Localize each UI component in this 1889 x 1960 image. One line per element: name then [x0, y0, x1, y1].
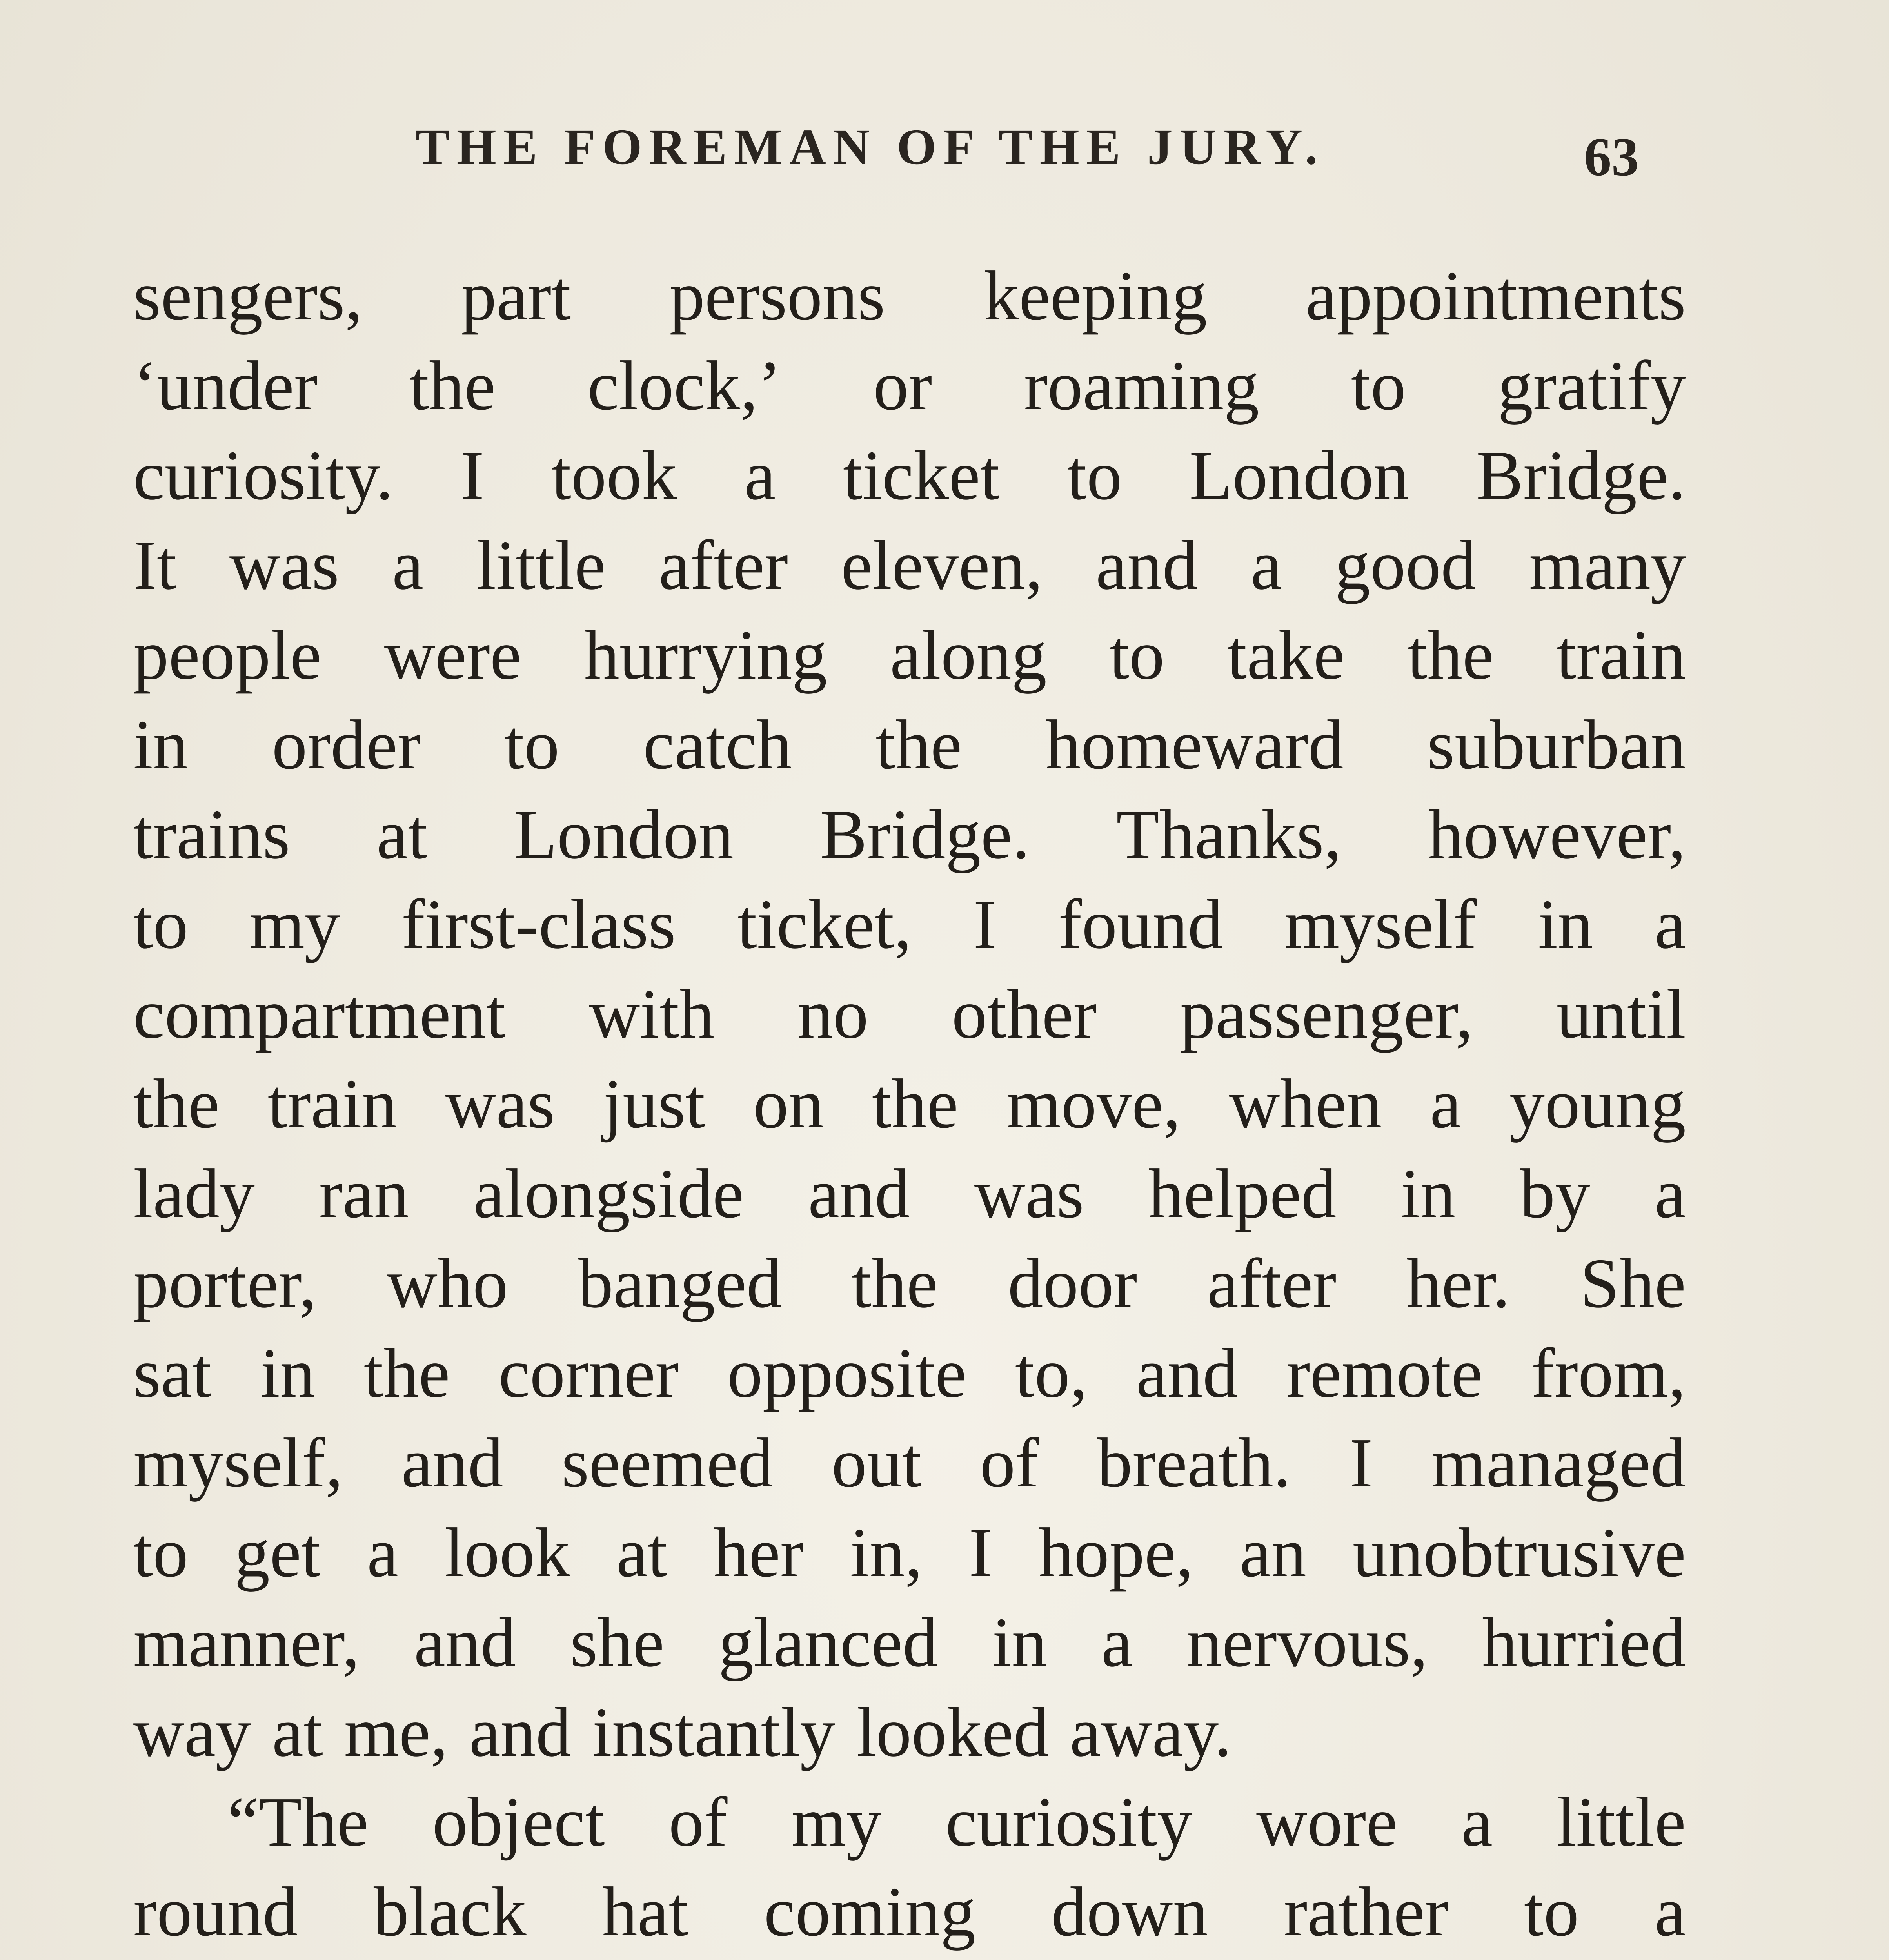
word: young	[1509, 1065, 1686, 1143]
word: to	[504, 706, 559, 784]
text-line	[133, 1059, 1686, 1149]
word: manner,	[133, 1603, 360, 1681]
word: ‘under	[133, 347, 318, 425]
word: no	[797, 975, 868, 1053]
word: or	[873, 347, 932, 425]
word: was	[229, 526, 340, 604]
word: seemed	[561, 1424, 773, 1502]
word: a	[1250, 526, 1282, 604]
text-line	[133, 520, 1686, 610]
word: down	[1051, 1873, 1208, 1951]
word: took	[551, 436, 677, 514]
word: many	[1529, 526, 1686, 604]
word	[1333, 1956, 1462, 1960]
word: rather	[1284, 1873, 1449, 1951]
text-line	[133, 610, 1686, 700]
word	[483, 1956, 569, 1960]
word	[345, 1956, 416, 1960]
word: with	[589, 975, 715, 1053]
text-line	[133, 1597, 1686, 1687]
word: instantly	[592, 1693, 836, 1771]
word: roaming	[1024, 347, 1259, 425]
word: by	[1520, 1154, 1591, 1232]
word: she	[570, 1603, 665, 1681]
word: It	[133, 526, 176, 604]
word: the	[409, 347, 496, 425]
word: a	[744, 436, 776, 514]
word: remote	[1286, 1334, 1483, 1412]
word: glanced	[718, 1603, 938, 1681]
word: train	[1557, 616, 1686, 694]
word: a	[1101, 1603, 1133, 1681]
word: round	[133, 1873, 298, 1951]
word: to	[1351, 347, 1406, 425]
word: suburban	[1427, 706, 1686, 784]
word: to,	[1015, 1334, 1088, 1412]
word: opposite	[727, 1334, 966, 1412]
text-line	[133, 1956, 1686, 1960]
text-line	[133, 1328, 1686, 1418]
word: myself	[1284, 885, 1477, 963]
word: from,	[1531, 1334, 1686, 1412]
word: the	[875, 706, 962, 784]
word: her.	[1406, 1244, 1510, 1322]
word: to	[1524, 1873, 1579, 1951]
word	[1160, 1956, 1266, 1960]
word: London	[1189, 436, 1409, 514]
word: sat	[133, 1334, 212, 1412]
word: porter,	[133, 1244, 317, 1322]
word: trains	[133, 795, 290, 873]
word: to	[1067, 436, 1122, 514]
word: after	[1207, 1244, 1337, 1322]
word: order	[272, 706, 421, 784]
word: curiosity.	[133, 436, 394, 514]
word: along	[890, 616, 1047, 694]
word: in	[992, 1603, 1047, 1681]
word: at	[376, 795, 428, 873]
word: She	[1580, 1244, 1686, 1322]
word: London	[514, 795, 734, 873]
word: just	[603, 1065, 705, 1143]
text-line-paragraph-end	[133, 1687, 1686, 1777]
word: I	[460, 436, 484, 514]
word: out	[831, 1424, 922, 1502]
word: passenger,	[1180, 975, 1473, 1053]
word: alongside	[473, 1154, 744, 1232]
word: homeward	[1045, 706, 1344, 784]
word: my	[791, 1783, 882, 1861]
word: and	[808, 1154, 910, 1232]
word: look	[445, 1514, 570, 1592]
word: to	[133, 1514, 189, 1592]
word: who	[386, 1244, 508, 1322]
word: lady	[133, 1154, 255, 1232]
word: I	[973, 885, 997, 963]
page-number: 63	[1584, 127, 1639, 187]
word: a	[367, 1514, 398, 1592]
word: the	[133, 1065, 220, 1143]
text-line	[133, 1508, 1686, 1597]
word: the	[1408, 616, 1494, 694]
text-line	[133, 1867, 1686, 1956]
running-head-title: THE FOREMAN OF THE JURY.	[416, 119, 1325, 175]
word: the	[363, 1334, 450, 1412]
word: at	[272, 1693, 323, 1771]
word: banged	[578, 1244, 782, 1322]
word: eleven,	[841, 526, 1043, 604]
word: ticket,	[737, 885, 912, 963]
word: were	[384, 616, 521, 694]
text-line	[133, 430, 1686, 520]
word: me,	[344, 1693, 448, 1771]
word: hat	[602, 1873, 688, 1951]
word: a	[392, 526, 424, 604]
word	[968, 1956, 1093, 1960]
word: a	[1430, 1065, 1462, 1143]
word: get	[234, 1514, 321, 1592]
word: in	[1400, 1154, 1456, 1232]
word: a	[1461, 1783, 1493, 1861]
word: to	[1109, 616, 1164, 694]
word: managed	[1431, 1424, 1686, 1502]
word: part	[461, 257, 571, 335]
word: good	[1335, 526, 1476, 604]
word: in	[260, 1334, 315, 1412]
word: found	[1058, 885, 1223, 963]
word: take	[1227, 616, 1345, 694]
word: nervous,	[1186, 1603, 1428, 1681]
word: corner	[498, 1334, 679, 1412]
text-line	[133, 969, 1686, 1059]
word: hope,	[1039, 1514, 1193, 1592]
word	[133, 1956, 278, 1960]
word: a	[1654, 885, 1686, 963]
word: keeping	[983, 257, 1207, 335]
word: ran	[319, 1154, 409, 1232]
text-line	[133, 789, 1686, 879]
word: and	[401, 1424, 503, 1502]
word: black	[373, 1873, 527, 1951]
word: compartment	[133, 975, 506, 1053]
word: and	[414, 1603, 516, 1681]
word: my	[249, 885, 340, 963]
word: train	[267, 1065, 397, 1143]
word: object	[432, 1783, 605, 1861]
text-line	[133, 1149, 1686, 1238]
text-line	[133, 251, 1686, 341]
word: unobtrusive	[1353, 1514, 1686, 1592]
word: at	[616, 1514, 667, 1592]
text-line-paragraph-start	[133, 1777, 1686, 1867]
word: and	[469, 1693, 571, 1771]
word: hurrying	[584, 616, 827, 694]
word: door	[1008, 1244, 1137, 1322]
word: on	[753, 1065, 824, 1143]
word: Bridge.	[820, 795, 1030, 873]
word: of	[980, 1424, 1039, 1502]
word: wore	[1256, 1783, 1398, 1861]
word: after	[659, 526, 788, 604]
word: was	[445, 1065, 555, 1143]
word: in,	[850, 1514, 923, 1592]
word: and	[1095, 526, 1198, 604]
word: sengers,	[133, 257, 363, 335]
word: persons	[669, 257, 885, 335]
word: her	[714, 1514, 804, 1592]
word: appointments	[1306, 257, 1686, 335]
word: first-class	[401, 885, 676, 963]
text-line	[133, 341, 1686, 430]
word: clock,’	[587, 347, 782, 425]
word: looked	[856, 1693, 1049, 1771]
text-line	[133, 700, 1686, 789]
word: the	[852, 1244, 938, 1322]
text-line	[133, 879, 1686, 969]
word: other	[952, 975, 1097, 1053]
word: when	[1229, 1065, 1382, 1143]
word: until	[1556, 975, 1686, 1053]
word: myself,	[133, 1424, 343, 1502]
text-line	[133, 1418, 1686, 1508]
word	[636, 1956, 901, 1960]
word: in	[133, 706, 189, 784]
word: was	[974, 1154, 1084, 1232]
word: breath.	[1097, 1424, 1291, 1502]
word: an	[1240, 1514, 1306, 1592]
word: however,	[1428, 795, 1686, 873]
word: away.	[1070, 1693, 1232, 1771]
word: move,	[1006, 1065, 1181, 1143]
word: people	[133, 616, 321, 694]
word: coming	[764, 1873, 976, 1951]
word: ticket	[843, 436, 1000, 514]
word: way	[133, 1693, 251, 1771]
word: to	[133, 885, 189, 963]
word: Bridge.	[1476, 436, 1686, 514]
text-line	[133, 1238, 1686, 1328]
word: little	[476, 526, 606, 604]
word: of	[668, 1783, 728, 1861]
word: in	[1538, 885, 1593, 963]
word: catch	[643, 706, 792, 784]
body-text	[133, 251, 1686, 1960]
word: little	[1556, 1783, 1686, 1861]
word: helped	[1148, 1154, 1337, 1232]
word: hurried	[1482, 1603, 1686, 1681]
word: Thanks,	[1116, 795, 1342, 873]
word: curiosity	[945, 1783, 1193, 1861]
word: gratify	[1498, 347, 1686, 425]
word: I	[969, 1514, 992, 1592]
word: the	[872, 1065, 958, 1143]
word: and	[1136, 1334, 1238, 1412]
word: a	[1655, 1873, 1686, 1951]
word	[1529, 1956, 1686, 1960]
word: “The	[227, 1783, 369, 1861]
word: a	[1655, 1154, 1686, 1232]
word: I	[1349, 1424, 1373, 1502]
